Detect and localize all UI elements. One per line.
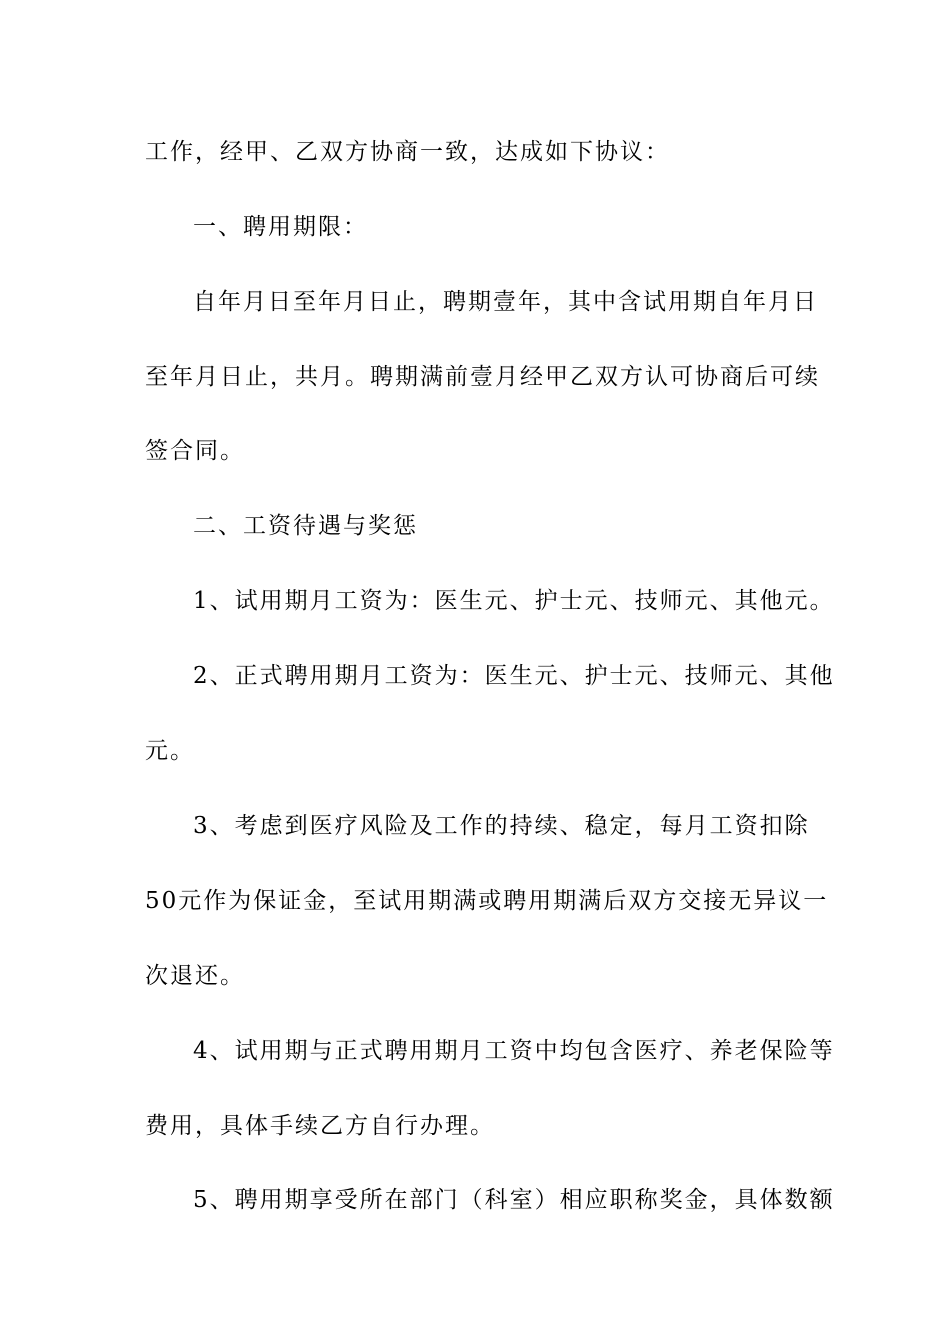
clause-5-bonus: 5、聘用期享受所在部门（科室）相应职称奖金，具体数额 [193,1187,835,1213]
section-heading-salary-rewards: 二、工资待遇与奖惩 [193,513,418,539]
clause-3-continuation-1: 50元作为保证金，至试用期满或聘用期满后双方交接无异议一 [145,888,829,914]
clause-2-formal-salary: 2、正式聘用期月工资为：医生元、护士元、技师元、其他 [193,663,835,689]
section-heading-employment-term: 一、聘用期限： [193,214,368,240]
clause-4-insurance: 4、试用期与正式聘用期月工资中均包含医疗、养老保险等 [193,1038,835,1064]
paragraph-line-term-1: 自年月日至年月日止，聘期壹年，其中含试用期自年月日 [193,289,818,315]
clause-2-continuation: 元。 [145,738,195,764]
paragraph-line-agreement-intro: 工作，经甲、乙双方协商一致，达成如下协议： [145,139,670,165]
clause-1-probation-salary: 1、试用期月工资为：医生元、护士元、技师元、其他元。 [193,588,835,614]
clause-3-deposit: 3、考虑到医疗风险及工作的持续、稳定，每月工资扣除 [193,813,810,839]
clause-3-continuation-2: 次退还。 [145,963,245,989]
clause-4-continuation: 费用，具体手续乙方自行办理。 [145,1113,495,1139]
paragraph-line-term-2: 至年月日止，共月。聘期满前壹月经甲乙双方认可协商后可续 [145,364,820,390]
paragraph-line-term-3: 签合同。 [145,438,245,464]
